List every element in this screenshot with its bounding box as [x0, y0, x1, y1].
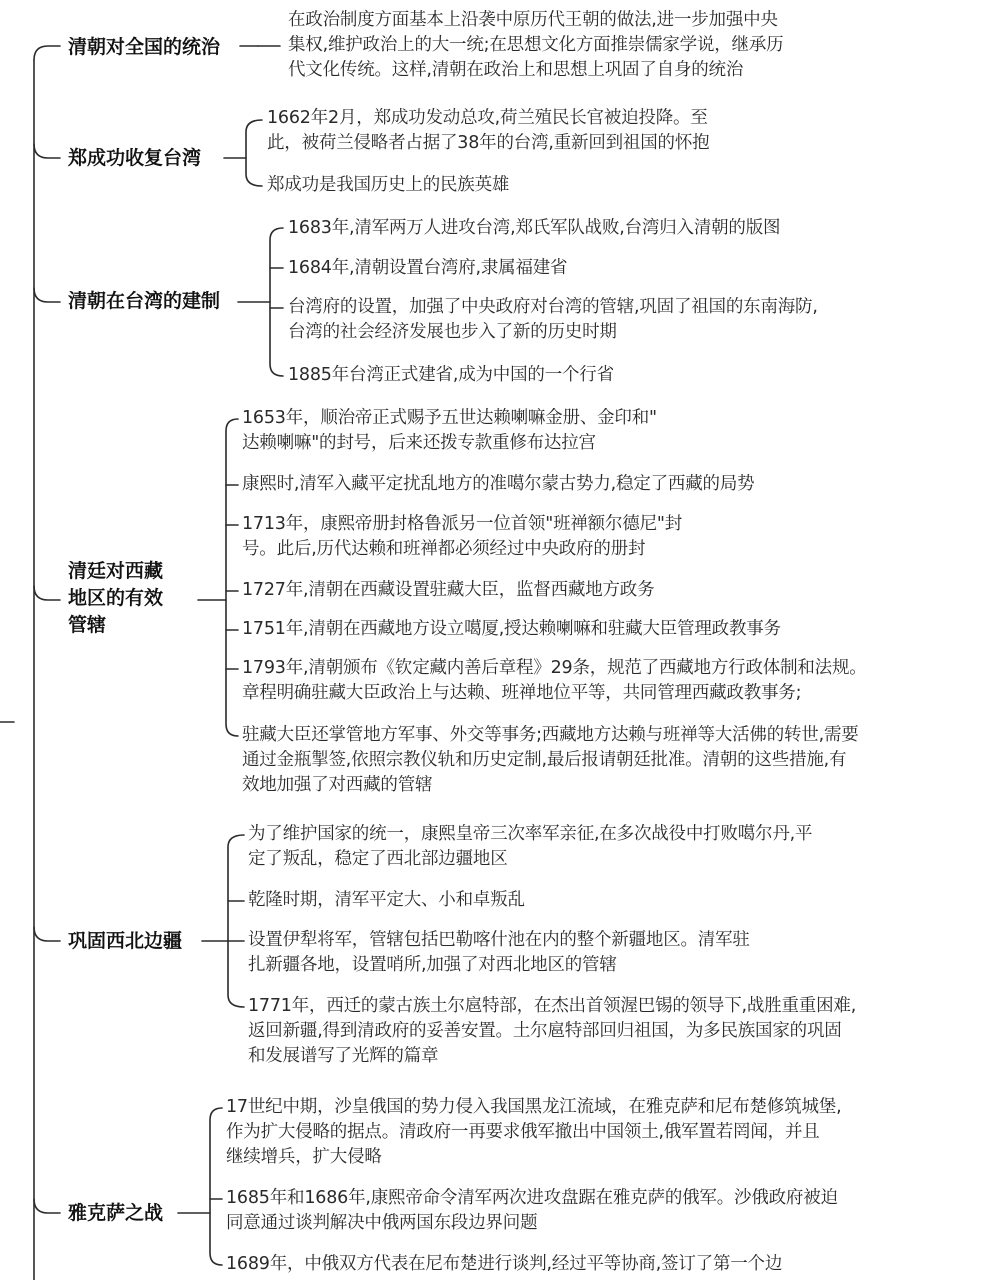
bracket-5: [210, 1108, 222, 1265]
spine-hook-1: [34, 144, 60, 158]
leaf-tibet-4: 1727年,清朝在西藏设置驻藏大臣，监督西藏地方政务: [242, 580, 655, 600]
leaf-taiwan-3: 台湾府的设置，加强了中央政府对台湾的管辖,巩固了祖国的东南海防, 台湾的社会经济发展也步入了新的历史时期: [288, 297, 818, 342]
leaf-tibet-5: 1751年,清朝在西藏地方设立噶厦,授达赖喇嘛和驻藏大臣管理政教事务: [242, 619, 781, 639]
leaf-nw-2: 乾隆时期，清军平定大、小和卓叛乱: [248, 890, 525, 910]
leaf-taiwan-2: 1684年,清朝设置台湾府,隶属福建省: [288, 258, 568, 278]
topic-taiwan-admin: 清朝在台湾的建制: [68, 290, 221, 312]
leaf-zheng-2: 郑成功是我国历史上的民族英雄: [267, 175, 510, 195]
leaf-yaksa-1: 17世纪中期，沙皇俄国的势力侵入我国黑龙江流域，在雅克萨和尼布楚修筑城堡, 作为扩大侵略的据点。清政府一再要求俄军撤出中国领土,俄军置若罔闻，并且 继续增兵，扩大侵略: [226, 1097, 842, 1167]
leaf-qing-rule-1: 在政治制度方面基本上沿袭中原历代王朝的做法,进一步加强中央 集权,维护政治上的大一统;在思想文化方面推崇儒家学说，继承历 代文化传统。这样,清朝在政治上和思想上巩固了自身的统治: [288, 10, 784, 80]
bracket-2: [270, 228, 283, 376]
spine-hook-3: [34, 586, 60, 600]
topic-qing-rule: 清朝对全国的统治: [68, 36, 221, 58]
leaf-tibet-3: 1713年，康熙帝册封格鲁派另一位首领"班禅额尔德尼"封 号。此后,历代达赖和班禅都必须经过中央政府的册封: [242, 514, 683, 559]
spine-hook-4: [34, 927, 60, 941]
bracket-1: [246, 120, 262, 186]
leaf-tibet-2: 康熙时,清军入藏平定扰乱地方的准噶尔蒙古势力,稳定了西藏的局势: [242, 474, 755, 494]
bracket-3: [226, 419, 238, 736]
leaf-nw-3: 设置伊犁将军，管辖包括巴勒喀什池在内的整个新疆地区。清军驻 扎新疆各地，设置哨所,加强了对西北地区的管辖: [248, 930, 750, 975]
spine-top-curve: [34, 46, 60, 60]
leaf-tibet-1: 1653年，顺治帝正式赐予五世达赖喇嘛金册、金印和" 达赖喇嘛"的封号，后来还拨专款重修布达拉宫: [242, 408, 657, 453]
leaf-tibet-6: 1793年,清朝颁布《钦定藏内善后章程》29条，规范了西藏地方行政体制和法规。 章程明确驻藏大臣政治上与达赖、班禅地位平等，共同管理西藏政教事务;: [242, 658, 867, 703]
topic-tibet: 清廷对西藏 地区的有效 管辖: [68, 560, 164, 636]
spine-hook-2: [34, 288, 60, 302]
topic-zheng-chenggong: 郑成功收复台湾: [68, 147, 202, 169]
bracket-4: [228, 835, 244, 1007]
leaf-zheng-1: 1662年2月，郑成功发动总攻,荷兰殖民长官被迫投降。至 此，被荷兰侵略者占据了38年的台湾,重新回到祖国的怀抱: [267, 108, 710, 153]
leaf-yaksa-2: 1685年和1686年,康熙帝命令清军两次进攻盘踞在雅克萨的俄军。沙俄政府被迫 同意通过谈判解决中俄两国东段边界问题: [226, 1188, 838, 1233]
leaf-nw-4: 1771年，西迁的蒙古族土尔扈特部，在杰出首领渥巴锡的领导下,战胜重重困难, 返回新疆,得到清政府的妥善安置。土尔扈特部回归祖国，为多民族国家的巩固 和发展谱写了光辉的篇章: [248, 996, 857, 1066]
leaf-taiwan-4: 1885年台湾正式建省,成为中国的一个行省: [288, 365, 614, 385]
leaf-yaksa-3: 1689年，中俄双方代表在尼布楚进行谈判,经过平等协商,签订了第一个边: [226, 1254, 783, 1274]
spine-hook-5: [34, 1199, 60, 1213]
topic-yaksa: 雅克萨之战: [68, 1202, 164, 1224]
leaf-taiwan-1: 1683年,清军两万人进攻台湾,郑氏军队战败,台湾归入清朝的版图: [288, 218, 781, 238]
leaf-tibet-7: 驻藏大臣还掌管地方军事、外交等事务;西藏地方达赖与班禅等大活佛的转世,需要 通过金瓶掣签,依照宗教仪轨和历史定制,最后报请朝廷批准。清朝的这些措施,有 效地加强了对西藏的管辖: [242, 725, 859, 795]
leaf-nw-1: 为了维护国家的统一，康熙皇帝三次率军亲征,在多次战役中打败噶尔丹,平 定了叛乱，稳定了西北部边疆地区: [248, 824, 813, 869]
topic-northwest: 巩固西北边疆: [68, 930, 183, 952]
